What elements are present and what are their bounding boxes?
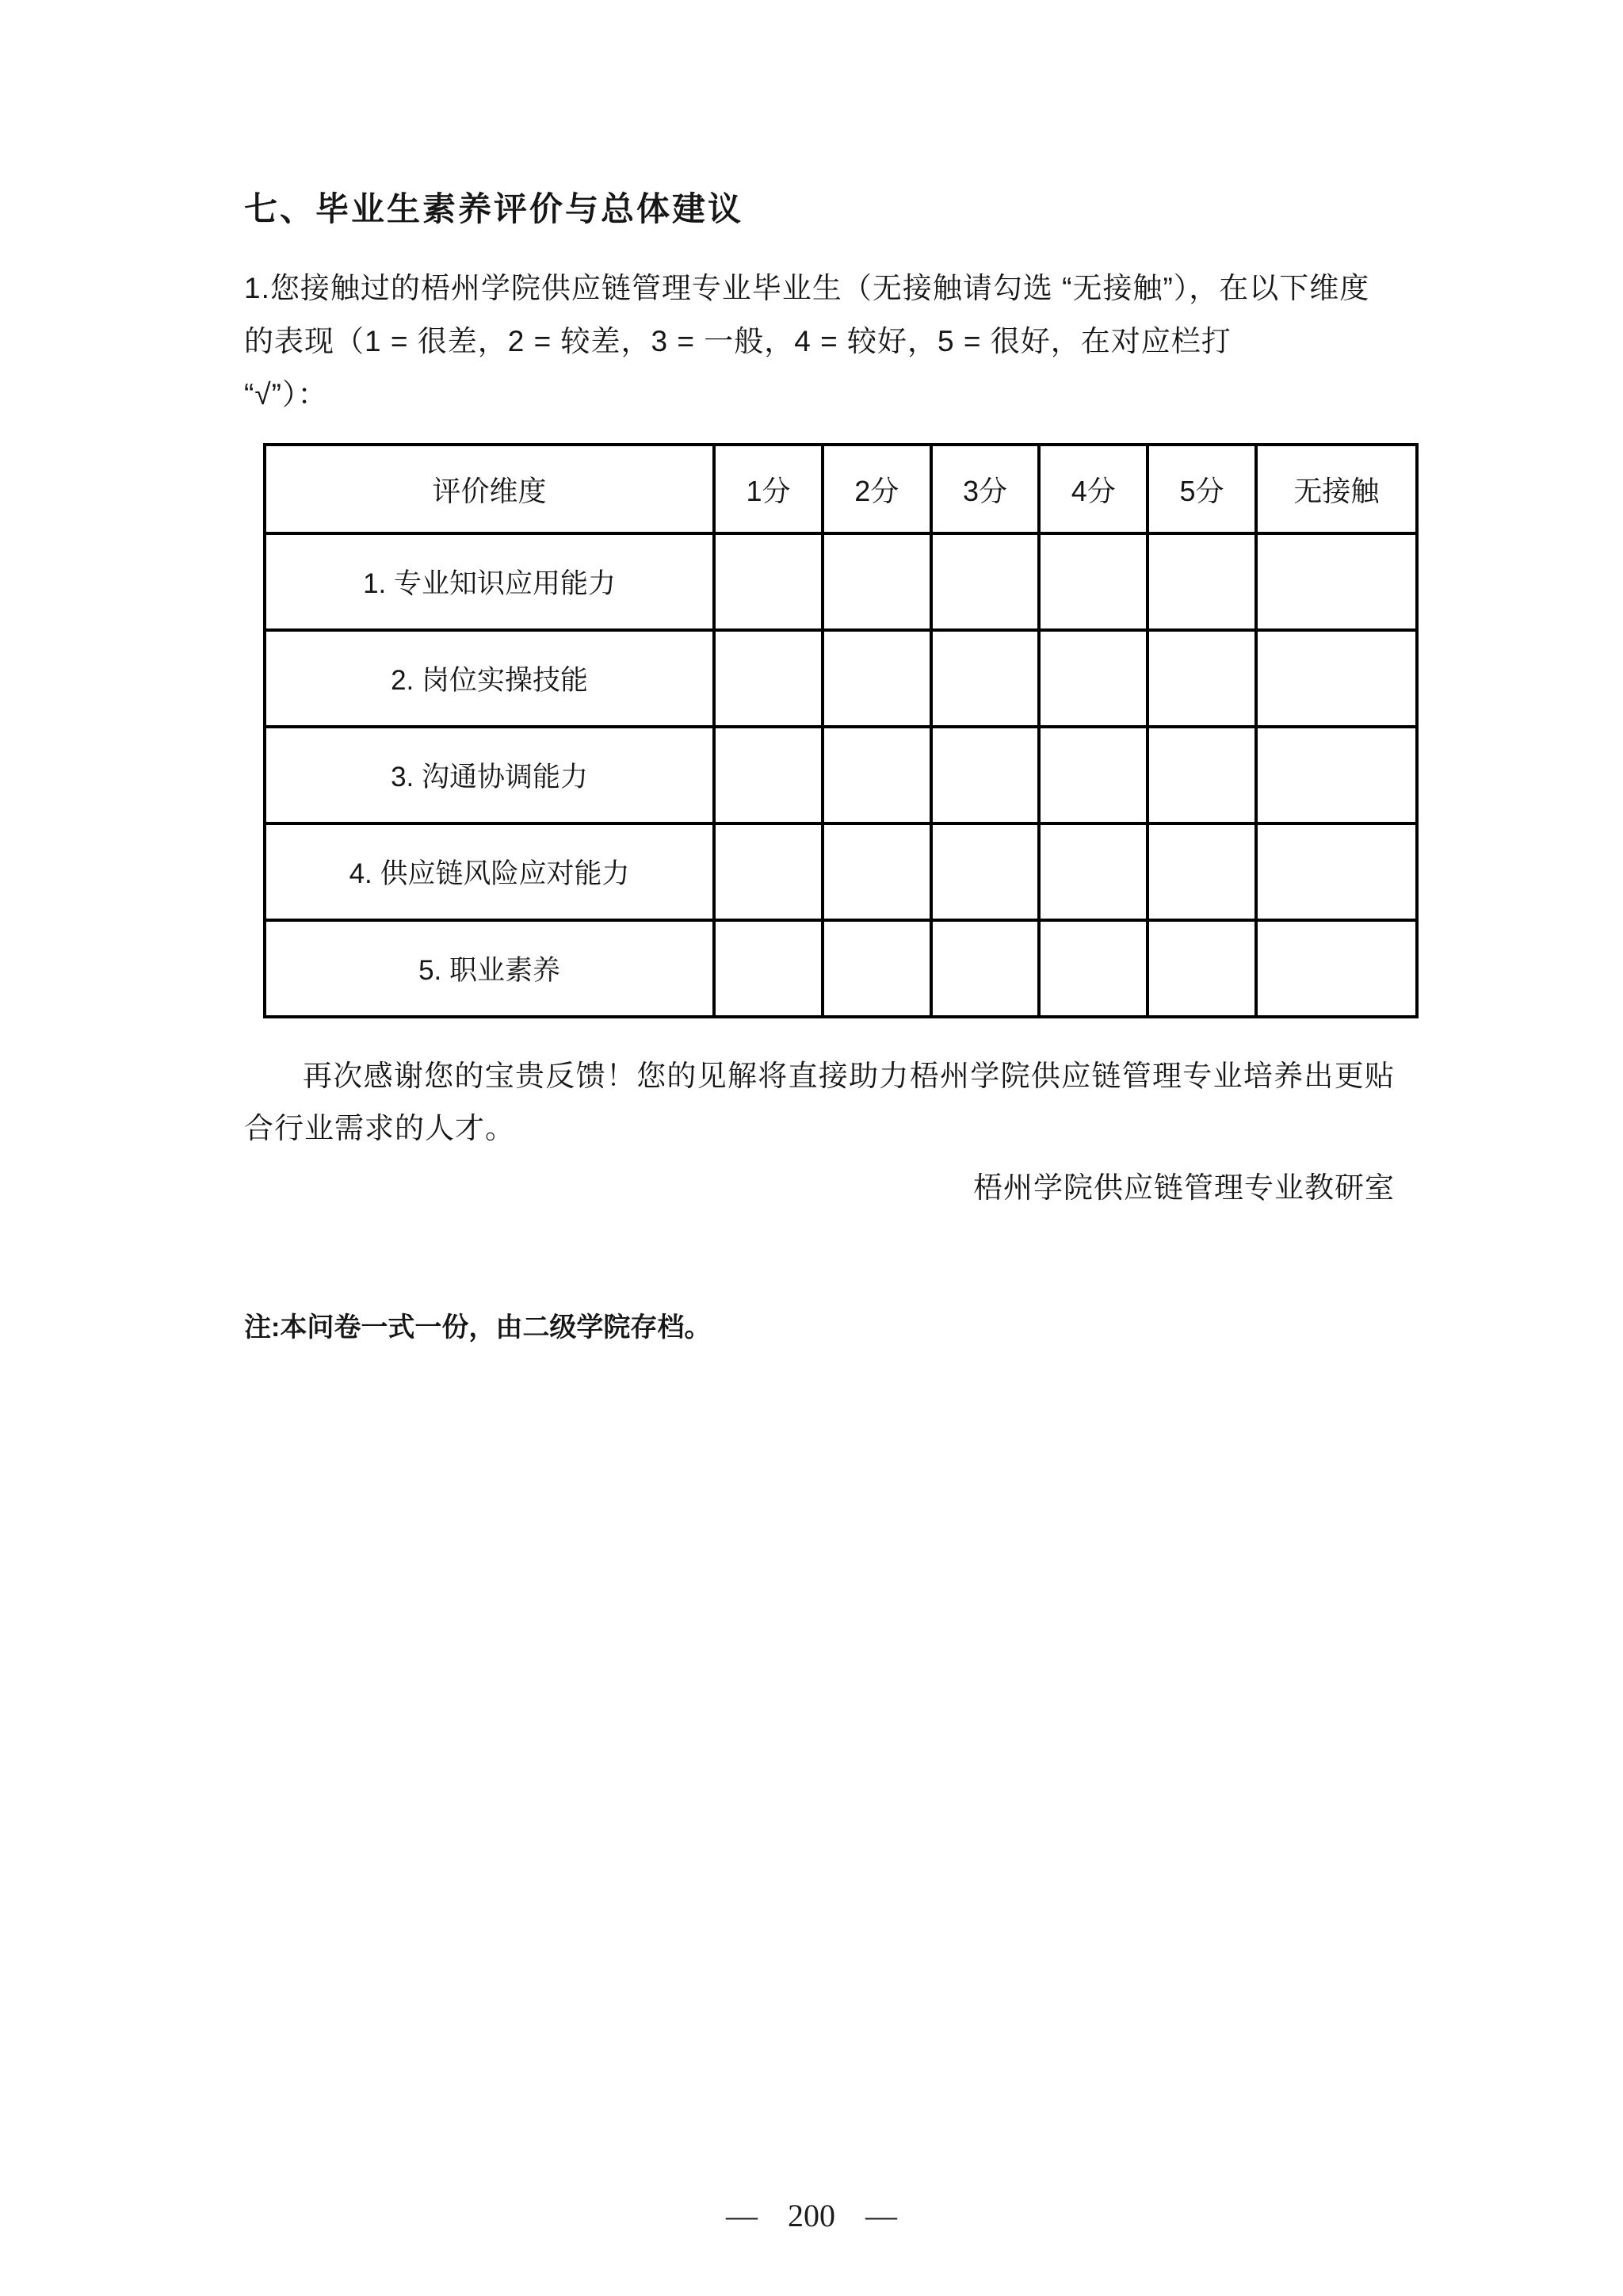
score-cell bbox=[823, 823, 931, 920]
score-cell bbox=[714, 823, 823, 920]
column-header-no-contact: 无接触 bbox=[1256, 445, 1417, 533]
score-cell bbox=[823, 630, 931, 727]
score-cell bbox=[823, 533, 931, 630]
question-line-3: “√”）： bbox=[244, 378, 328, 411]
score-cell bbox=[1148, 727, 1256, 823]
score-cell bbox=[931, 630, 1040, 727]
score-cell bbox=[931, 920, 1040, 1017]
column-header-score-2: 2分 bbox=[823, 445, 931, 533]
page-content bbox=[244, 189, 1395, 1345]
question-line-2: 的表现（1 = 很差，2 = 较差，3 = 一般，4 = 较好，5 = 很好，在对应栏打 bbox=[244, 325, 1232, 357]
dimension-label: 1. 专业知识应用能力 bbox=[265, 533, 714, 630]
column-header-score-5: 5分 bbox=[1148, 445, 1256, 533]
table-row bbox=[265, 727, 1417, 823]
score-cell bbox=[931, 823, 1040, 920]
score-cell bbox=[1148, 533, 1256, 630]
archive-note: 注:本问卷一式一份，由二级学院存档。 bbox=[244, 1312, 712, 1343]
score-cell bbox=[714, 920, 823, 1017]
score-cell bbox=[1039, 630, 1148, 727]
table-row bbox=[265, 823, 1417, 920]
no-contact-cell bbox=[1256, 823, 1417, 920]
score-cell bbox=[714, 727, 823, 823]
thanks-paragraph: 再次感谢您的宝贵反馈！您的见解将直接助力梧州学院供应链管理专业培养出更贴合行业需求的人才。 bbox=[244, 1060, 1395, 1144]
score-cell bbox=[931, 533, 1040, 630]
table-header-row bbox=[265, 445, 1417, 533]
no-contact-cell bbox=[1256, 920, 1417, 1017]
rating-table bbox=[263, 443, 1419, 1018]
column-header-score-3: 3分 bbox=[931, 445, 1040, 533]
no-contact-cell bbox=[1256, 533, 1417, 630]
dimension-label: 5. 职业素养 bbox=[265, 920, 714, 1017]
score-cell bbox=[1039, 823, 1148, 920]
signature-line: 梧州学院供应链管理专业教研室 bbox=[973, 1171, 1395, 1204]
no-contact-cell bbox=[1256, 727, 1417, 823]
no-contact-cell bbox=[1256, 630, 1417, 727]
score-cell bbox=[1148, 823, 1256, 920]
score-cell bbox=[714, 533, 823, 630]
score-cell bbox=[1148, 920, 1256, 1017]
score-cell bbox=[823, 920, 931, 1017]
dimension-label: 3. 沟通协调能力 bbox=[265, 727, 714, 823]
column-header-dimension: 评价维度 bbox=[265, 445, 714, 533]
score-cell bbox=[823, 727, 931, 823]
dimension-label: 4. 供应链风险应对能力 bbox=[265, 823, 714, 920]
table-row bbox=[265, 630, 1417, 727]
question-line-1: 1.您接触过的梧州学院供应链管理专业毕业生（无接触请勾选 “无接触”），在以下维度 bbox=[244, 272, 1370, 304]
column-header-score-4: 4分 bbox=[1039, 445, 1148, 533]
section-heading: 七、毕业生素养评价与总体建议 bbox=[244, 190, 744, 227]
score-cell bbox=[1039, 533, 1148, 630]
dimension-label: 2. 岗位实操技能 bbox=[265, 630, 714, 727]
score-cell bbox=[714, 630, 823, 727]
score-cell bbox=[1148, 630, 1256, 727]
column-header-score-1: 1分 bbox=[714, 445, 823, 533]
table-row bbox=[265, 533, 1417, 630]
score-cell bbox=[931, 727, 1040, 823]
page-number: — 200 — bbox=[726, 2198, 897, 2233]
table-row bbox=[265, 920, 1417, 1017]
score-cell bbox=[1039, 920, 1148, 1017]
question-paragraph bbox=[244, 262, 1395, 421]
score-cell bbox=[1039, 727, 1148, 823]
